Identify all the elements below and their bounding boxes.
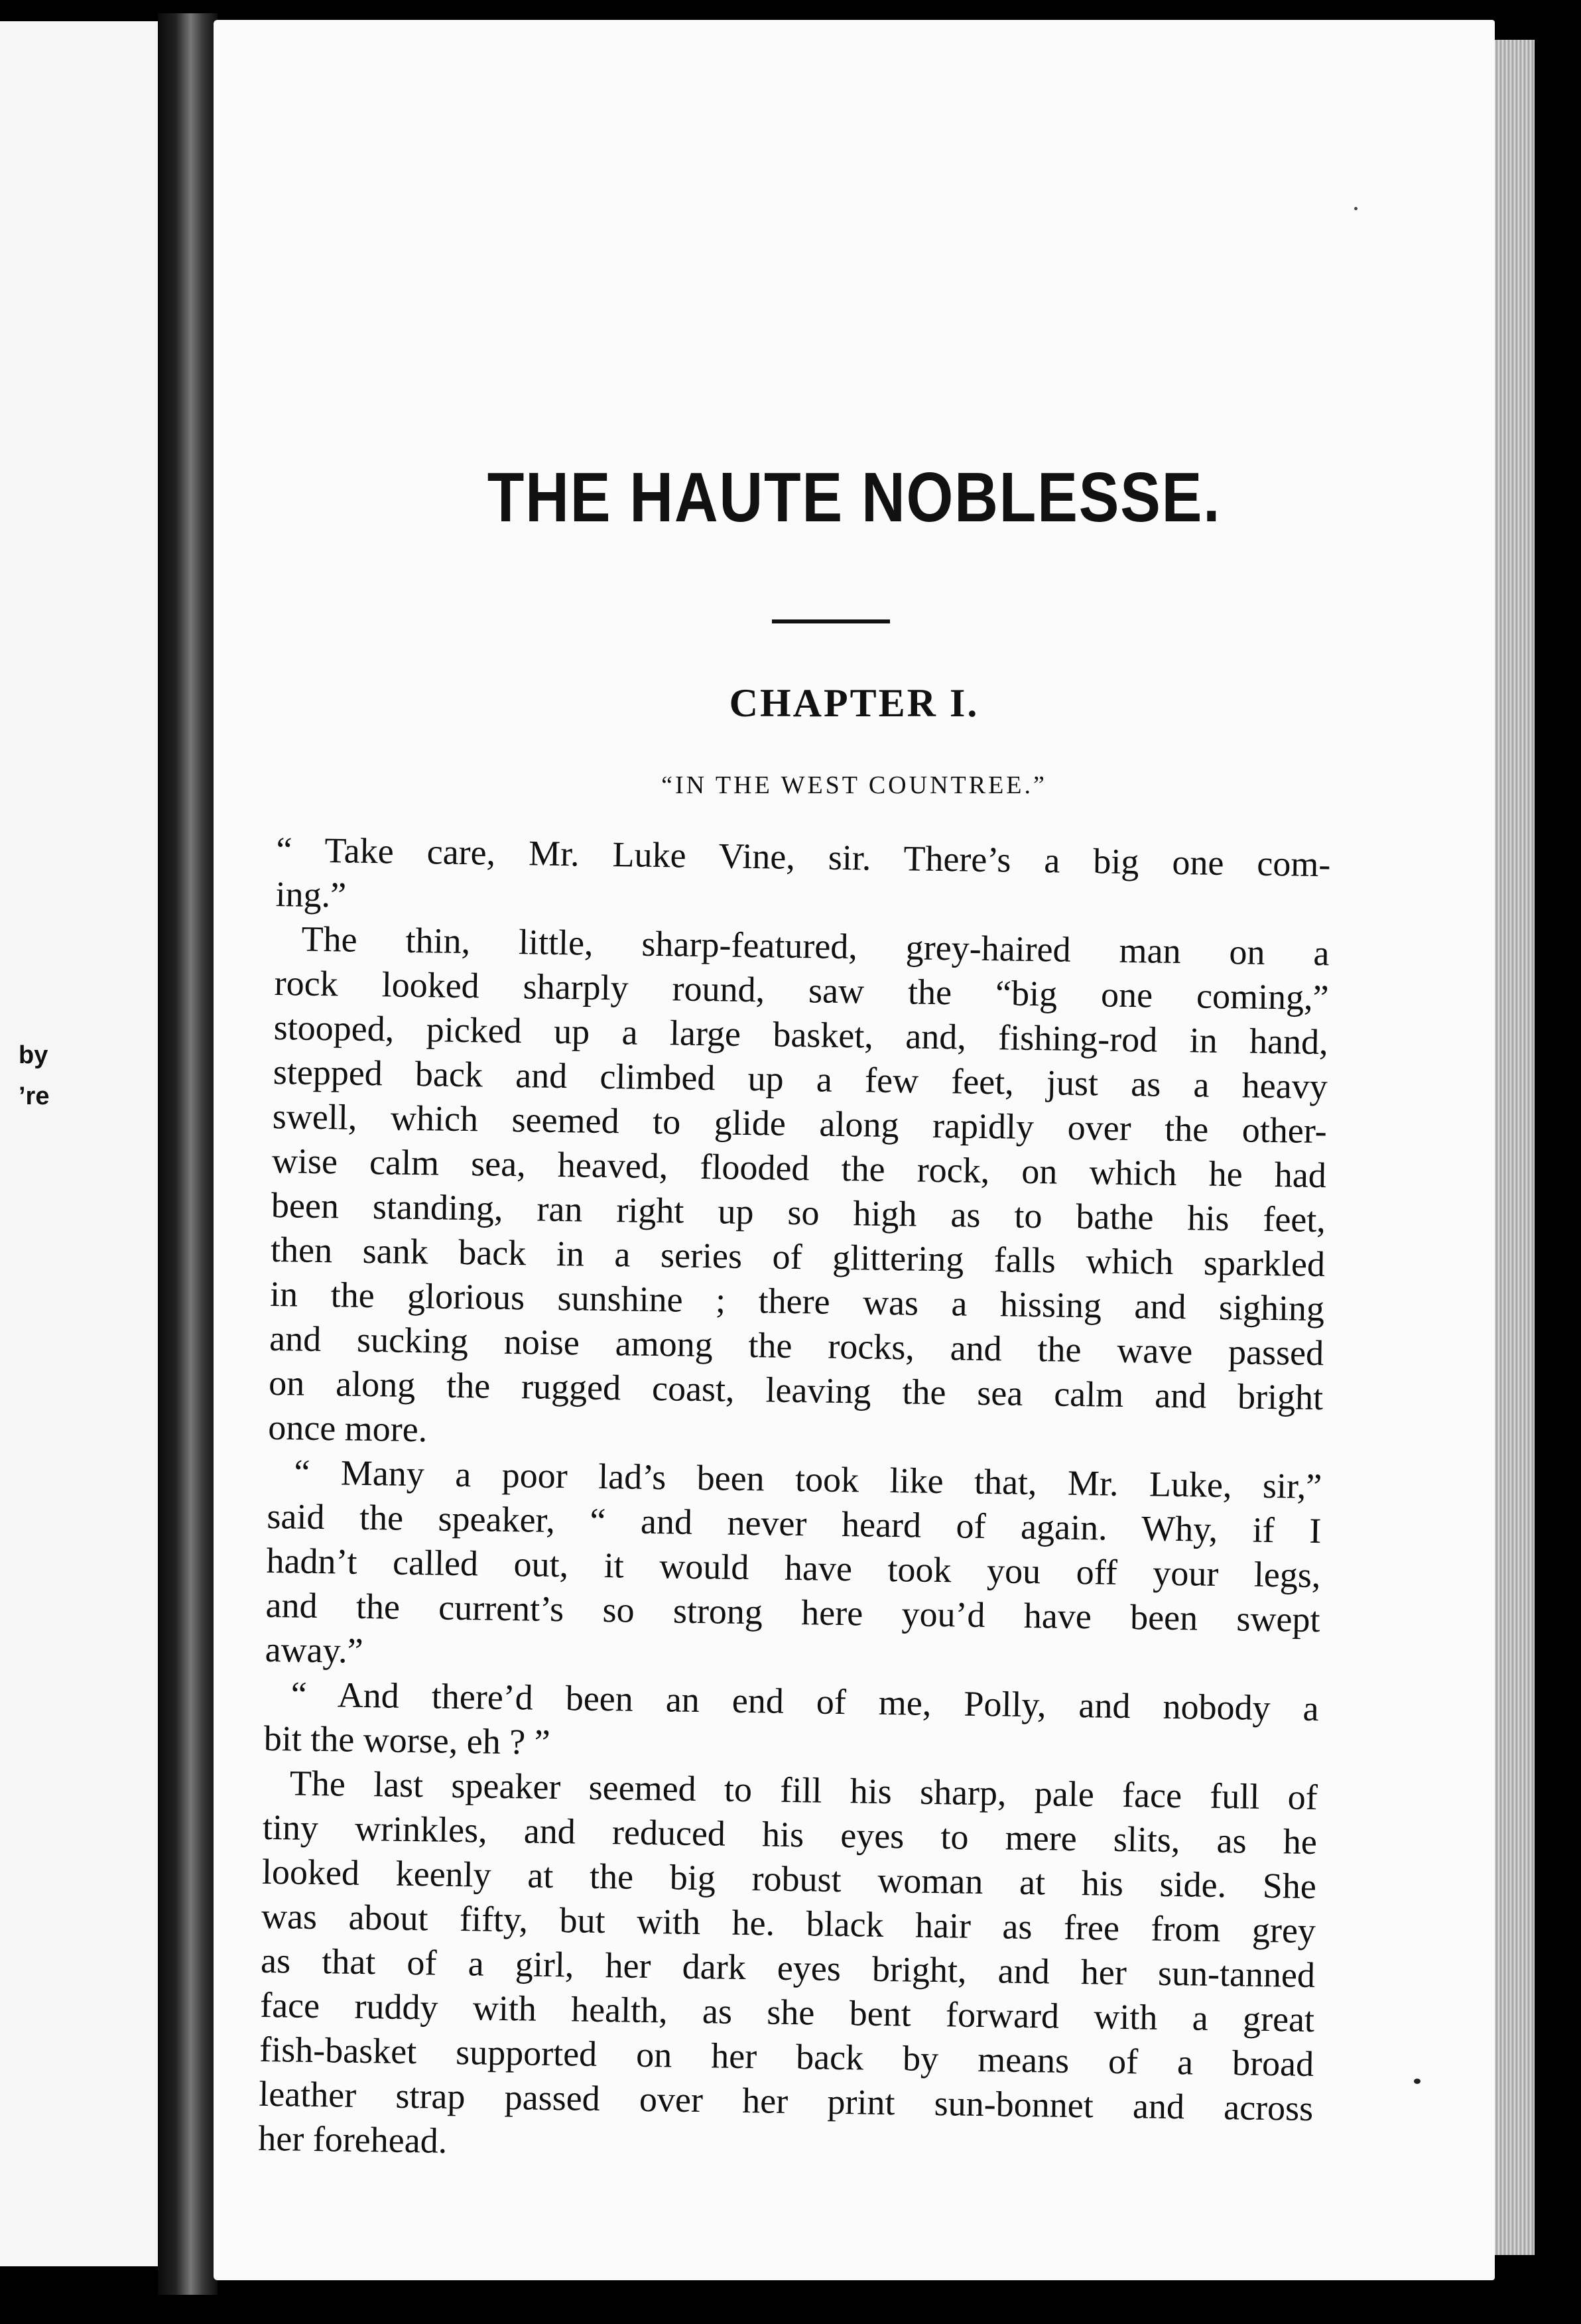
text-line: fish-basket supported on her back by means of a broad xyxy=(259,2029,1314,2085)
text-line: looked keenly at the big robust woman at his side. She xyxy=(261,1851,1317,1907)
text-line: once more. xyxy=(267,1407,428,1450)
page-mark xyxy=(1414,2079,1421,2084)
book-page xyxy=(214,20,1495,2280)
paragraph xyxy=(263,1672,1319,1775)
text-line: wise calm sea, heaved, flooded the rock, on which he had xyxy=(271,1140,1327,1196)
facing-page-fragment: ’re xyxy=(19,1082,50,1110)
text-line: then sank back in a series of glittering falls which sparkled xyxy=(270,1229,1326,1285)
page-speck xyxy=(1354,207,1358,210)
text-line: face ruddy with health, as she bent forward with a great xyxy=(259,1984,1315,2040)
text-line: bit the worse, eh ? ” xyxy=(263,1718,551,1762)
text-line: and the current’s so strong here you’d have been swept xyxy=(265,1584,1320,1640)
text-line: “ Take care, Mr. Luke Vine, sir. There’s a big one com- xyxy=(276,829,1331,885)
text-line: The last speaker seemed to fill his sharp, pale face full of xyxy=(289,1763,1318,1818)
chapter-heading: CHAPTER I. xyxy=(729,681,980,725)
book-title: THE HAUTE NOBLESSE. xyxy=(487,458,1222,537)
text-line: away.” xyxy=(265,1629,364,1671)
text-line: The thin, little, sharp-featured, grey-haired man on a xyxy=(301,919,1330,974)
text-line: leather strap passed over her print sun-bonnet and across xyxy=(258,2073,1314,2129)
chapter-subtitle: “IN THE WEST COUNTREE.” xyxy=(661,771,1047,799)
paragraph xyxy=(268,917,1330,1464)
text-line: hadn’t called out, it would have took you off your legs, xyxy=(266,1540,1321,1596)
paragraph xyxy=(265,1450,1322,1687)
body-text xyxy=(258,828,1331,2175)
text-line: as that of a girl, her dark eyes bright, and her sun-tanned xyxy=(260,1940,1316,1996)
title-divider xyxy=(772,619,890,623)
text-line: swell, which seemed to glide along rapidly over the other- xyxy=(272,1096,1328,1151)
text-line: stooped, picked up a large basket, and, fishing-rod in hand, xyxy=(273,1007,1329,1063)
text-line: tiny wrinkles, and reduced his eyes to mere slits, as he xyxy=(262,1807,1318,1862)
text-line: stepped back and climbed up a few feet, just as a heavy xyxy=(273,1051,1328,1107)
text-line: her forehead. xyxy=(257,2118,448,2161)
paragraph xyxy=(258,1761,1318,2175)
paragraph xyxy=(275,828,1331,931)
text-line: ing.” xyxy=(275,873,347,915)
text-line: in the glorious sunshine ; there was a hissing and sighing xyxy=(269,1273,1325,1329)
facing-page-fragment: by xyxy=(19,1041,48,1069)
facing-page-text xyxy=(19,1035,49,1117)
text-line: been standing, ran right up so high as to bathe his feet, xyxy=(271,1185,1326,1240)
text-line: said the speaker, “ and never heard of again. Why, if I xyxy=(267,1496,1322,1551)
text-line: on along the rugged coast, leaving the sea calm and bright xyxy=(268,1362,1324,1418)
facing-page xyxy=(0,21,158,2266)
page-stack-edge xyxy=(1495,40,1535,2255)
text-line: “ Many a poor lad’s been took like that, Mr. Luke, sir,” xyxy=(294,1452,1322,1507)
text-line: “ And there’d been an end of me, Polly, and nobody a xyxy=(290,1674,1320,1729)
book-gutter xyxy=(158,13,218,2295)
text-line: rock looked sharply round, saw the “big one coming,” xyxy=(274,962,1329,1018)
text-line: was about fifty, but with he. black hair as free from grey xyxy=(261,1896,1316,1951)
text-line: and sucking noise among the rocks, and the wave passed xyxy=(269,1318,1324,1374)
